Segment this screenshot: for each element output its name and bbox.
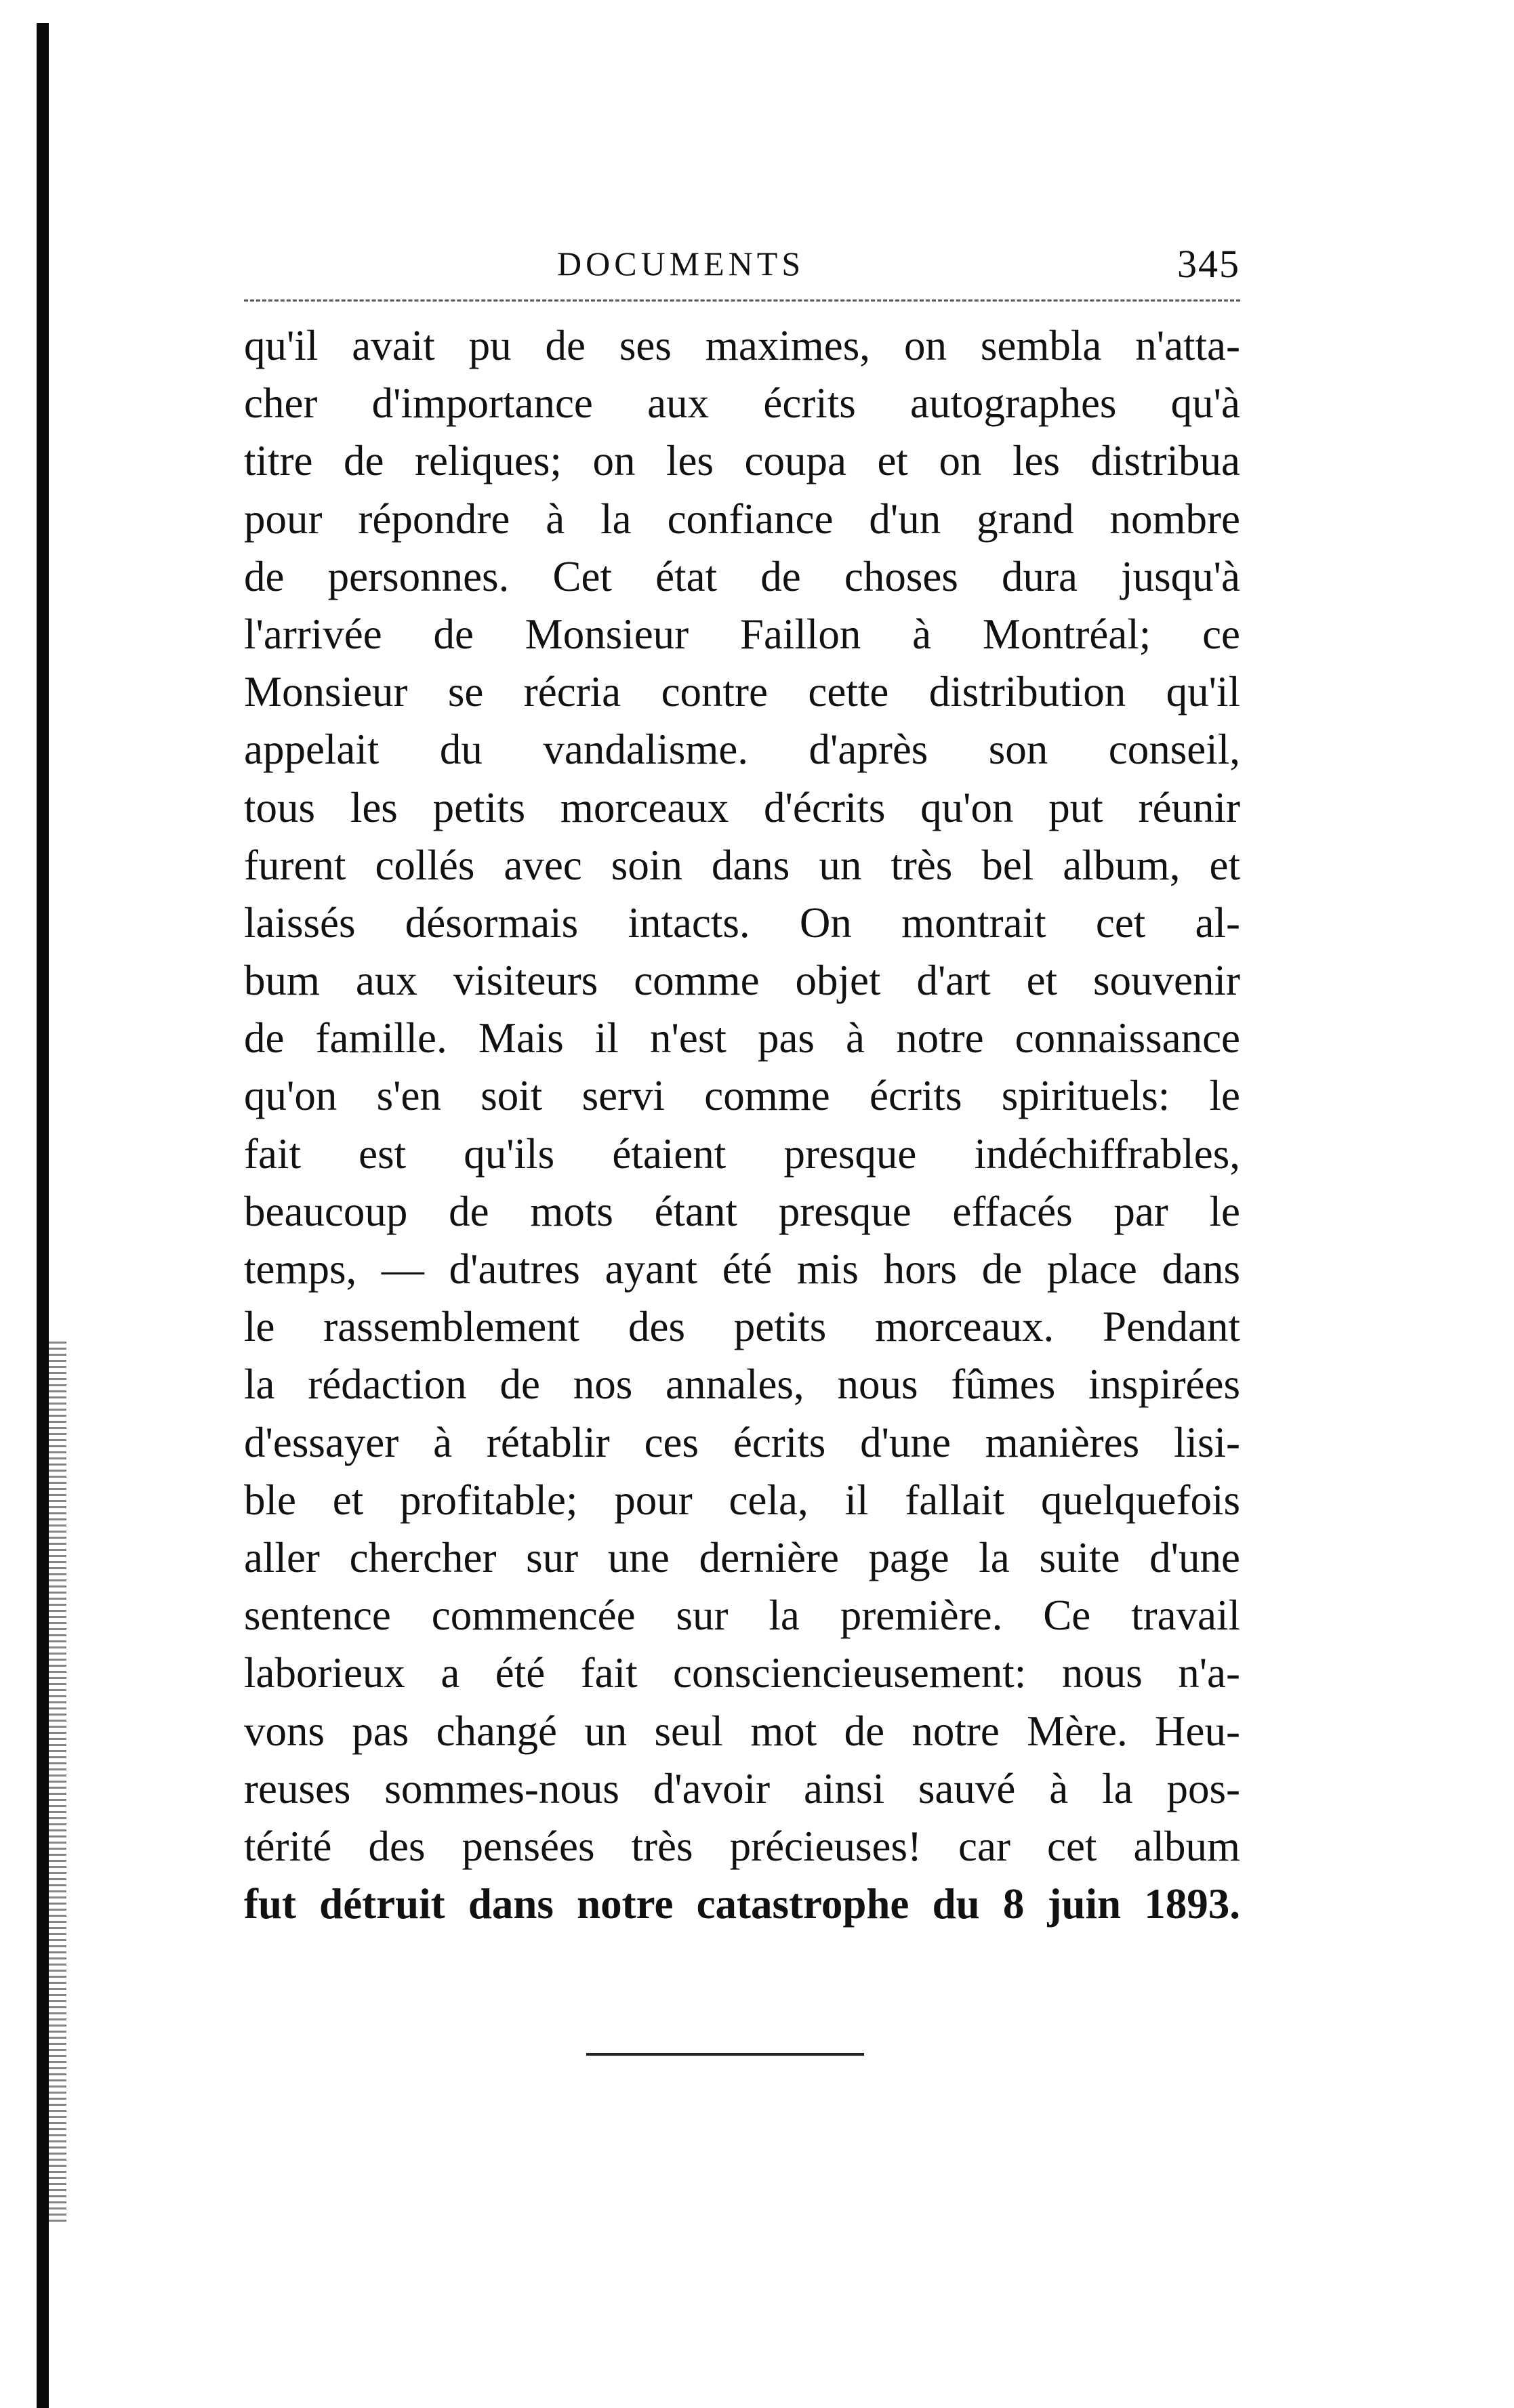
text-line: l'arrivée de Monsieur Faillon à Montréal; ce <box>244 610 1240 658</box>
text-line: laborieux a été fait consciencieusement: nous n'a- <box>244 1649 1240 1697</box>
page-header <box>244 244 1240 291</box>
text-line: appelait du vandalisme. d'après son conseil, <box>244 726 1240 774</box>
page-binding-edge <box>37 23 49 2408</box>
text-line: ble et profitable; pour cela, il fallait quelquefois <box>244 1476 1240 1524</box>
text-line: aller chercher sur une dernière page la suite d'une <box>244 1533 1240 1581</box>
text-line: fut détruit dans notre catastrophe du 8 juin 1893. <box>244 1880 1240 1928</box>
text-line: qu'on s'en soit servi comme écrits spirituels: le <box>244 1072 1240 1120</box>
text-line: le rassemblement des petits morceaux. Pendant <box>244 1303 1240 1351</box>
text-line: d'essayer à rétablir ces écrits d'une manières lisi- <box>244 1418 1240 1466</box>
body-text <box>244 317 1240 1933</box>
text-line: fait est qu'ils étaient presque indéchiffrables, <box>244 1129 1240 1178</box>
scan-artifact <box>49 1342 66 2222</box>
text-line: la rédaction de nos annales, nous fûmes inspirées <box>244 1361 1240 1409</box>
section-end-rule <box>586 2053 864 2056</box>
text-line: de personnes. Cet état de choses dura jusqu'à <box>244 552 1240 600</box>
text-line: cher d'importance aux écrits autographes qu'à <box>244 379 1240 428</box>
text-line: beaucoup de mots étant presque effacés par le <box>244 1187 1240 1235</box>
text-line: titre de reliques; on les coupa et on les distribua <box>244 437 1240 485</box>
page-number: 345 <box>1177 242 1240 286</box>
text-line: temps, — d'autres ayant été mis hors de place dans <box>244 1245 1240 1293</box>
text-line: vons pas changé un seul mot de notre Mère. Heu- <box>244 1707 1240 1755</box>
text-line: de famille. Mais il n'est pas à notre connaissance <box>244 1014 1240 1062</box>
header-rule <box>244 299 1240 302</box>
text-line: laissés désormais intacts. On montrait cet al- <box>244 898 1240 947</box>
text-line: furent collés avec soin dans un très bel album, et <box>244 841 1240 889</box>
text-line: tous les petits morceaux d'écrits qu'on put réunir <box>244 783 1240 831</box>
text-line: Monsieur se récria contre cette distribution qu'il <box>244 668 1240 716</box>
text-line: bum aux visiteurs comme objet d'art et souvenir <box>244 957 1240 1005</box>
text-line: sentence commencée sur la première. Ce travail <box>244 1592 1240 1640</box>
text-line: qu'il avait pu de ses maximes, on sembla n'atta- <box>244 322 1240 369</box>
text-line: térité des pensées très précieuses! car cet album <box>244 1822 1240 1870</box>
running-title: DOCUMENTS <box>557 245 805 283</box>
text-line: reuses sommes-nous d'avoir ainsi sauvé à la pos- <box>244 1764 1240 1812</box>
text-line: pour répondre à la confiance d'un grand nombre <box>244 495 1240 543</box>
